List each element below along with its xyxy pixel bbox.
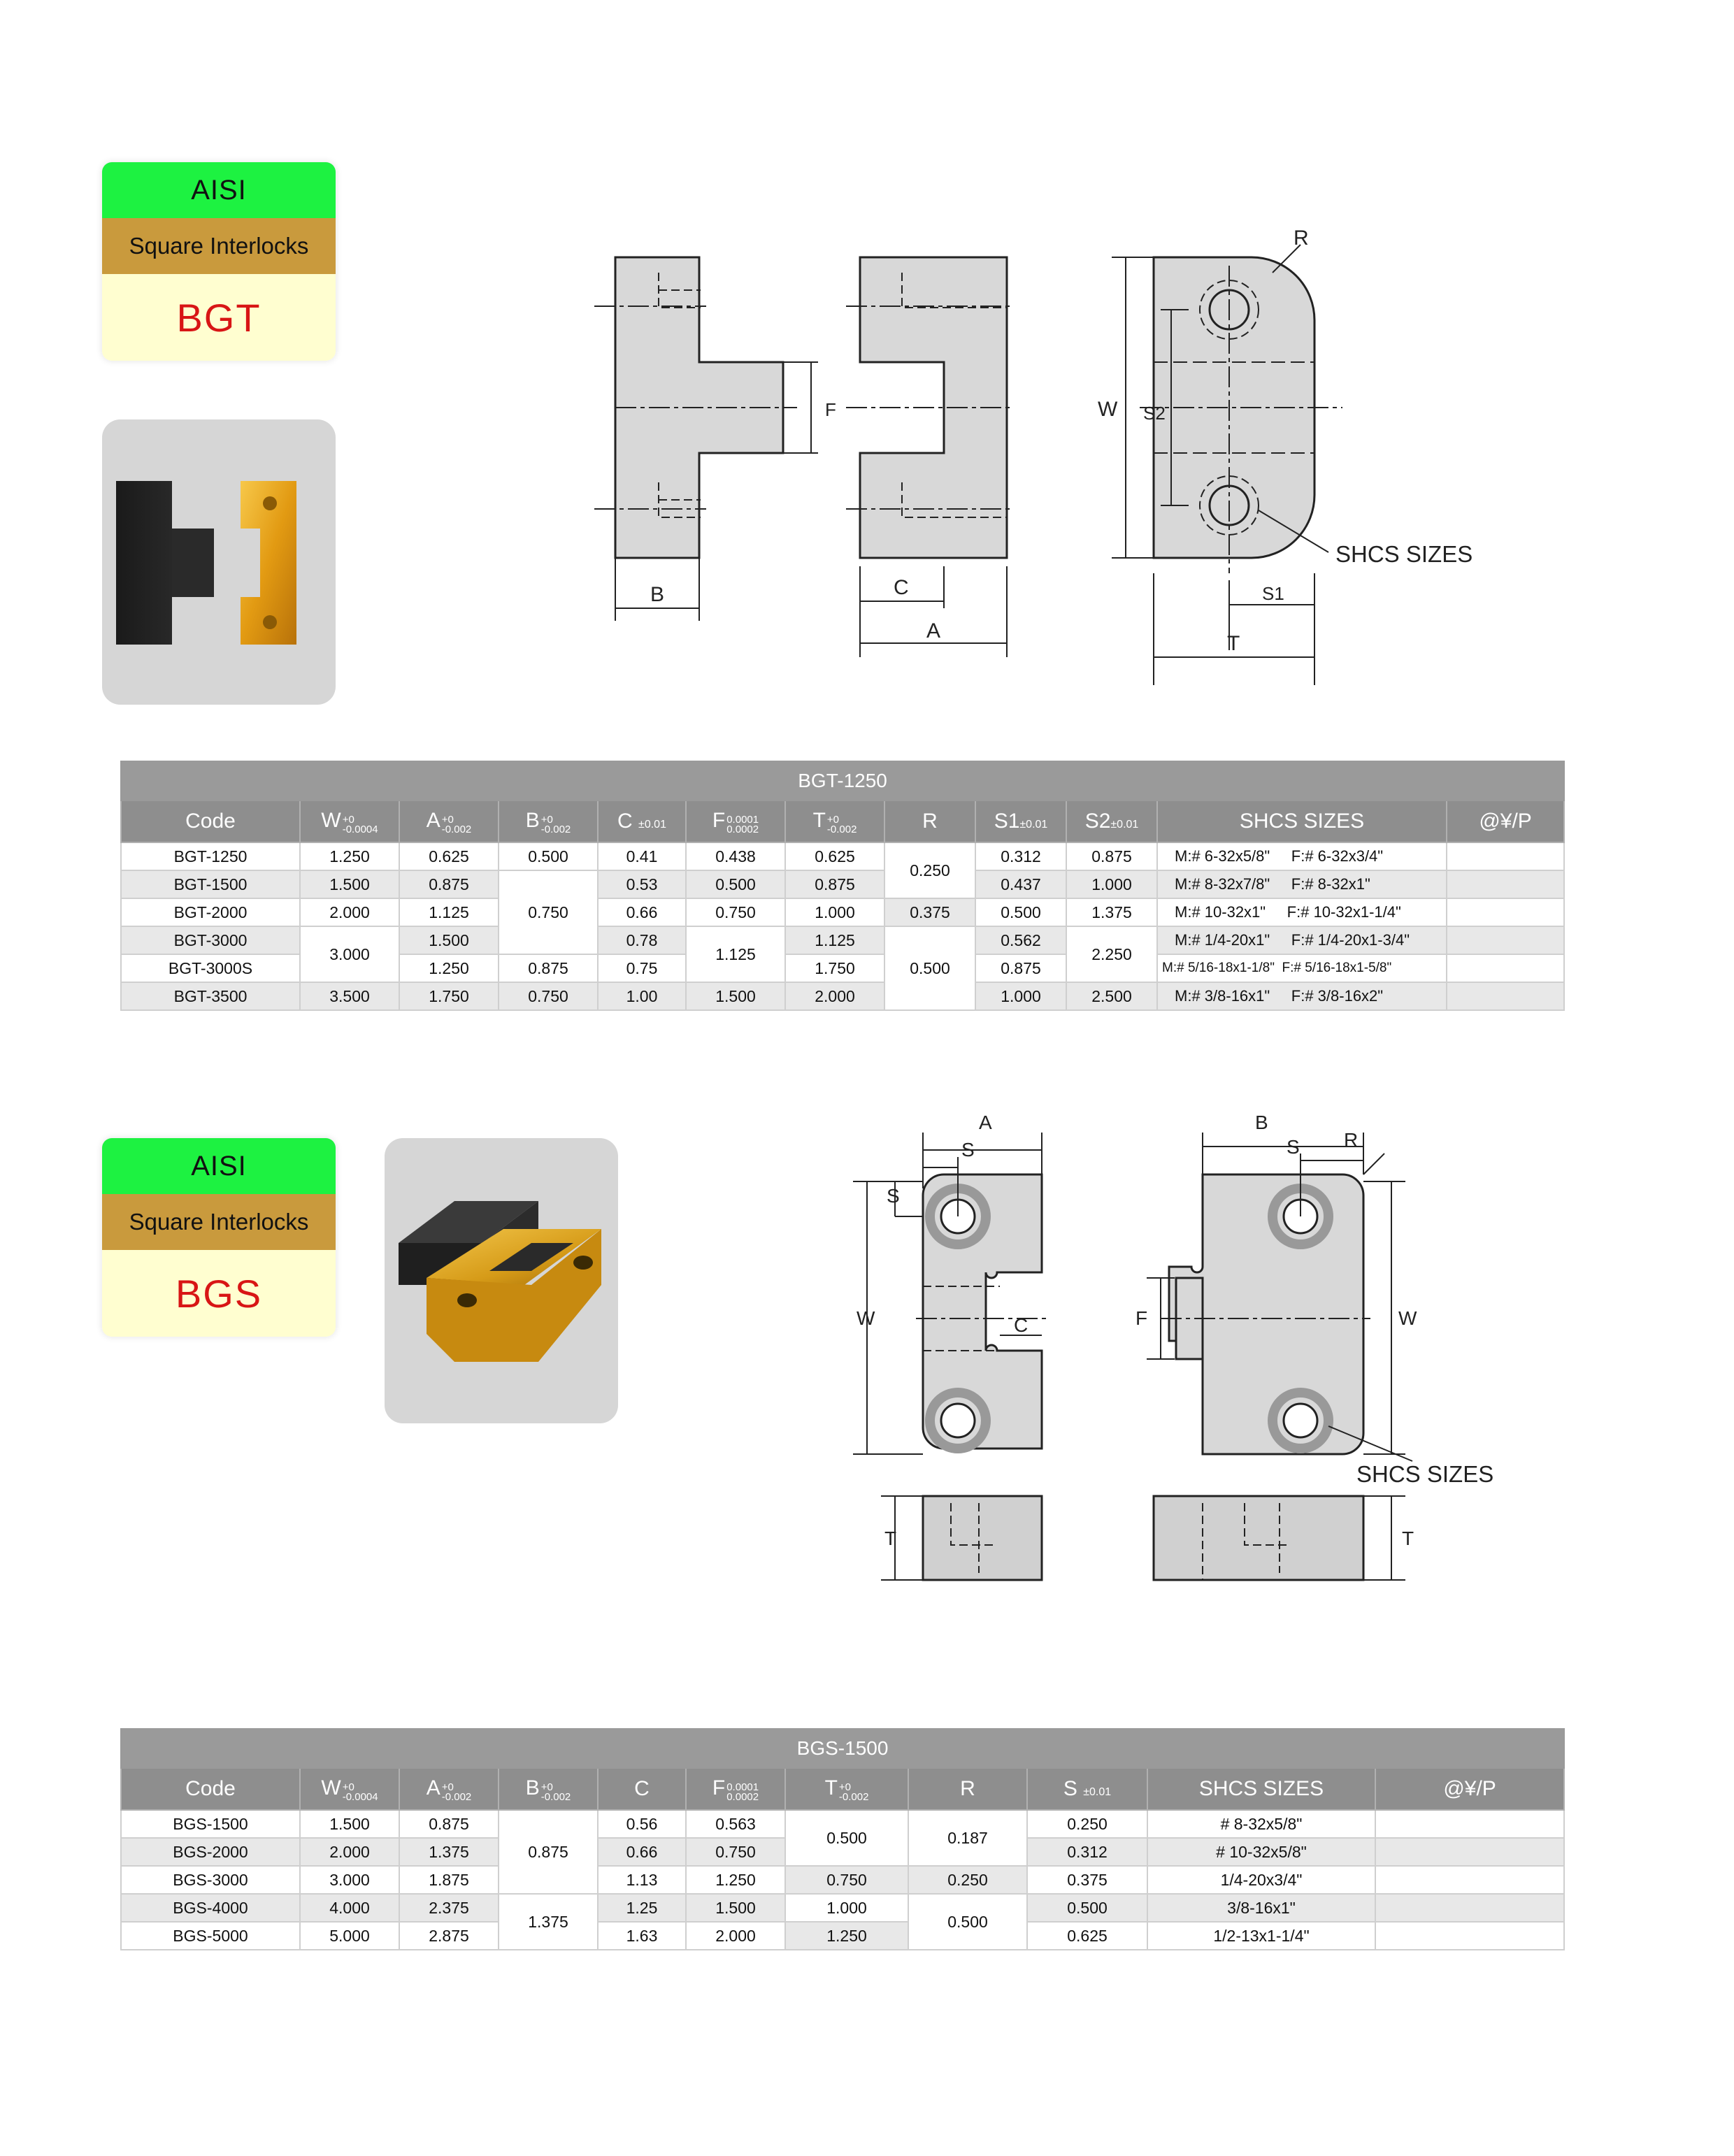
table-cell: 1.000: [1066, 870, 1157, 898]
table-cell-price: [1375, 1810, 1564, 1838]
table-cell: BGT-1500: [121, 870, 300, 898]
bgs-dim-s-right: S: [1287, 1136, 1300, 1158]
table-cell: 0.375: [1027, 1866, 1147, 1894]
table-cell: 0.250: [884, 842, 975, 898]
table-cell: 3.500: [300, 982, 399, 1010]
table-cell: 0.500: [499, 842, 598, 870]
table-cell-shcs: M:# 3/8-16x1" F:# 3/8-16x2": [1157, 982, 1447, 1010]
table-cell: 1.25: [598, 1894, 686, 1922]
table-cell-shcs: 3/8-16x1": [1147, 1894, 1375, 1922]
table-cell: 0.53: [598, 870, 686, 898]
bgt-shcs-callout: SHCS SIZES: [1335, 541, 1473, 567]
bgs-header-s: S ±0.01: [1027, 1768, 1147, 1810]
table-cell: 1.125: [399, 898, 499, 926]
table-cell: BGS-5000: [121, 1922, 300, 1950]
bgt-badge: [102, 162, 336, 361]
bgt-spec-table: [120, 761, 1565, 1011]
bgs-dim-a: A: [979, 1112, 992, 1133]
table-cell: BGT-3500: [121, 982, 300, 1010]
bgs-aisi-label: AISI: [102, 1138, 336, 1194]
bgt-header-shcs: SHCS SIZES: [1157, 800, 1447, 842]
bgt-dim-b: B: [650, 583, 665, 606]
table-cell-price: [1375, 1922, 1564, 1950]
bgt-header-f: F 0.0001 0.0002: [686, 800, 785, 842]
bgs-header-f: F 0.0001 0.0002: [686, 1768, 785, 1810]
table-cell: 1.125: [785, 926, 884, 954]
bgt-dim-r: R: [1294, 227, 1309, 250]
bgs-dim-b: B: [1255, 1112, 1268, 1133]
table-cell: 1.500: [686, 982, 785, 1010]
table-cell: 0.875: [499, 954, 598, 982]
table-cell: 3.000: [300, 926, 399, 982]
table-cell-shcs: M:# 8-32x7/8" F:# 8-32x1": [1157, 870, 1447, 898]
bgt-header-code: Code: [121, 800, 300, 842]
bgt-header-price: @¥/P: [1447, 800, 1564, 842]
table-cell: BGS-1500: [121, 1810, 300, 1838]
table-cell: 0.500: [785, 1810, 908, 1866]
table-cell: 0.875: [785, 870, 884, 898]
table-cell-shcs: 1/2-13x1-1/4": [1147, 1922, 1375, 1950]
table-cell: 1.500: [686, 1894, 785, 1922]
bgs-dim-t-left: T: [884, 1528, 897, 1549]
table-cell: 2.250: [1066, 926, 1157, 982]
bgs-dim-w-right: W: [1398, 1307, 1417, 1329]
table-cell: 1.750: [399, 982, 499, 1010]
table-cell: 2.000: [300, 898, 399, 926]
bgs-header-shcs: SHCS SIZES: [1147, 1768, 1375, 1810]
bgs-code-label: BGS: [102, 1250, 336, 1337]
bgt-code-label: BGT: [102, 274, 336, 361]
table-cell: 0.250: [1027, 1810, 1147, 1838]
table-cell: 0.187: [908, 1810, 1027, 1866]
bgt-header-s1: S1±0.01: [975, 800, 1066, 842]
table-cell: 1.750: [785, 954, 884, 982]
table-cell: 1.500: [399, 926, 499, 954]
table-cell: 0.875: [499, 1810, 598, 1894]
table-cell: 0.78: [598, 926, 686, 954]
table-cell: BGS-4000: [121, 1894, 300, 1922]
table-cell: 1.63: [598, 1922, 686, 1950]
table-cell-price: [1447, 870, 1564, 898]
table-cell-shcs: M:# 5/16-18x1-1/8" F:# 5/16-18x1-5/8": [1157, 954, 1447, 982]
table-cell-shcs: M:# 10-32x1" F:# 10-32x1-1/4": [1157, 898, 1447, 926]
table-cell: 5.000: [300, 1922, 399, 1950]
table-cell: 0.250: [908, 1866, 1027, 1894]
table-cell: 0.500: [908, 1894, 1027, 1950]
table-cell: 1.000: [975, 982, 1066, 1010]
table-cell: 1.000: [785, 1894, 908, 1922]
table-cell: 2.000: [686, 1922, 785, 1950]
table-cell: 2.875: [399, 1922, 499, 1950]
table-cell: 1.375: [399, 1838, 499, 1866]
table-cell: 0.750: [686, 1838, 785, 1866]
table-cell: 0.625: [399, 842, 499, 870]
table-cell: 0.375: [884, 898, 975, 926]
table-cell: BGT-2000: [121, 898, 300, 926]
table-cell: 0.41: [598, 842, 686, 870]
bgt-header-s2: S2±0.01: [1066, 800, 1157, 842]
table-cell: 0.625: [1027, 1922, 1147, 1950]
bgt-header-c: C ±0.01: [598, 800, 686, 842]
bgs-technical-drawing: [811, 1112, 1510, 1601]
bgt-dim-s2: S2: [1143, 403, 1166, 424]
table-cell: BGT-3000: [121, 926, 300, 954]
bgt-dim-t: T: [1227, 632, 1240, 655]
table-cell-price: [1447, 954, 1564, 982]
bgs-header-r: R: [908, 1768, 1027, 1810]
bgs-product-photo: [385, 1138, 618, 1423]
table-cell-price: [1375, 1866, 1564, 1894]
table-cell: 0.750: [499, 870, 598, 954]
bgs-shcs-callout: SHCS SIZES: [1356, 1461, 1494, 1487]
table-cell: 0.750: [785, 1866, 908, 1894]
table-cell-price: [1447, 842, 1564, 870]
table-cell: 1.250: [785, 1922, 908, 1950]
table-cell: 0.66: [598, 898, 686, 926]
bgt-header-w: W +0 -0.0004: [300, 800, 399, 842]
table-cell: 2.000: [785, 982, 884, 1010]
table-cell: 1.250: [399, 954, 499, 982]
table-cell: 2.500: [1066, 982, 1157, 1010]
table-cell-price: [1375, 1838, 1564, 1866]
table-cell-shcs: 1/4-20x3/4": [1147, 1866, 1375, 1894]
table-cell-shcs: M:# 6-32x5/8" F:# 6-32x3/4": [1157, 842, 1447, 870]
bgt-header-a: A +0 -0.002: [399, 800, 499, 842]
bgs-header-price: @¥/P: [1375, 1768, 1564, 1810]
table-cell: 0.500: [975, 898, 1066, 926]
table-cell: 3.000: [300, 1866, 399, 1894]
table-cell: 0.438: [686, 842, 785, 870]
table-cell: 0.750: [686, 898, 785, 926]
bgt-category-label: Square Interlocks: [102, 218, 336, 274]
table-cell: 1.00: [598, 982, 686, 1010]
bgt-dim-s1: S1: [1262, 583, 1284, 604]
bgt-dim-c: C: [894, 576, 909, 599]
table-cell: 0.563: [686, 1810, 785, 1838]
table-cell: 1.500: [300, 1810, 399, 1838]
table-cell: 4.000: [300, 1894, 399, 1922]
table-cell: 1.875: [399, 1866, 499, 1894]
table-cell: 0.312: [1027, 1838, 1147, 1866]
table-cell: 0.625: [785, 842, 884, 870]
bgs-table-title: BGS-1500: [121, 1729, 1564, 1768]
table-cell-shcs: # 8-32x5/8": [1147, 1810, 1375, 1838]
table-cell-price: [1447, 926, 1564, 954]
table-cell: 2.375: [399, 1894, 499, 1922]
table-cell: 0.875: [975, 954, 1066, 982]
bgt-dim-w: W: [1098, 398, 1118, 421]
table-cell: 0.56: [598, 1810, 686, 1838]
table-cell: 0.500: [884, 926, 975, 1010]
table-cell: 0.437: [975, 870, 1066, 898]
table-cell-shcs: M:# 1/4-20x1" F:# 1/4-20x1-3/4": [1157, 926, 1447, 954]
table-cell-shcs: # 10-32x5/8": [1147, 1838, 1375, 1866]
bgs-header-t: T +0 -0.002: [785, 1768, 908, 1810]
bgs-dim-f: F: [1135, 1307, 1148, 1329]
bgs-dim-s-side: S: [887, 1185, 900, 1207]
table-cell: 0.312: [975, 842, 1066, 870]
table-cell: 2.000: [300, 1838, 399, 1866]
table-cell: 1.000: [785, 898, 884, 926]
table-cell: 0.875: [399, 870, 499, 898]
table-cell: 1.250: [300, 842, 399, 870]
bgt-product-photo: [102, 419, 336, 705]
bgs-badge: [102, 1138, 336, 1337]
table-cell: 0.750: [499, 982, 598, 1010]
bgs-header-c: C: [598, 1768, 686, 1810]
bgs-dim-r: R: [1344, 1129, 1359, 1151]
bgt-dim-f: F: [825, 399, 836, 420]
table-cell: 1.375: [1066, 898, 1157, 926]
table-cell: 0.875: [1066, 842, 1157, 870]
bgs-dim-c: C: [1014, 1314, 1029, 1336]
bgs-header-a: A +0 -0.002: [399, 1768, 499, 1810]
table-cell: 0.500: [1027, 1894, 1147, 1922]
bgs-header-w: W +0 -0.0004: [300, 1768, 399, 1810]
table-cell: 0.75: [598, 954, 686, 982]
table-cell: 1.125: [686, 926, 785, 982]
bgt-header-b: B +0 -0.002: [499, 800, 598, 842]
table-cell: 1.500: [300, 870, 399, 898]
bgs-dim-w-left: W: [857, 1307, 875, 1329]
table-cell: BGS-3000: [121, 1866, 300, 1894]
table-cell: 1.250: [686, 1866, 785, 1894]
table-cell: BGT-3000S: [121, 954, 300, 982]
bgt-technical-drawing: [594, 224, 1489, 685]
bgs-category-label: Square Interlocks: [102, 1194, 336, 1250]
table-cell: BGT-1250: [121, 842, 300, 870]
bgt-header-t: T +0 -0.002: [785, 800, 884, 842]
bgt-dim-a: A: [926, 619, 941, 642]
bgt-table-title: BGT-1250: [121, 761, 1564, 800]
bgs-header-b: B +0 -0.002: [499, 1768, 598, 1810]
bgt-aisi-label: AISI: [102, 162, 336, 218]
bgs-spec-table: [120, 1728, 1565, 1950]
bgs-dim-s-top: S: [961, 1139, 975, 1160]
bgs-dim-t-right: T: [1402, 1528, 1414, 1549]
table-cell-price: [1375, 1894, 1564, 1922]
table-cell: 0.66: [598, 1838, 686, 1866]
table-cell-price: [1447, 898, 1564, 926]
table-cell: 1.375: [499, 1894, 598, 1950]
table-cell: 0.562: [975, 926, 1066, 954]
table-cell: 0.500: [686, 870, 785, 898]
table-cell: 0.875: [399, 1810, 499, 1838]
table-cell: 1.13: [598, 1866, 686, 1894]
bgt-header-r: R: [884, 800, 975, 842]
table-cell-price: [1447, 982, 1564, 1010]
table-cell: BGS-2000: [121, 1838, 300, 1866]
bgs-header-code: Code: [121, 1768, 300, 1810]
